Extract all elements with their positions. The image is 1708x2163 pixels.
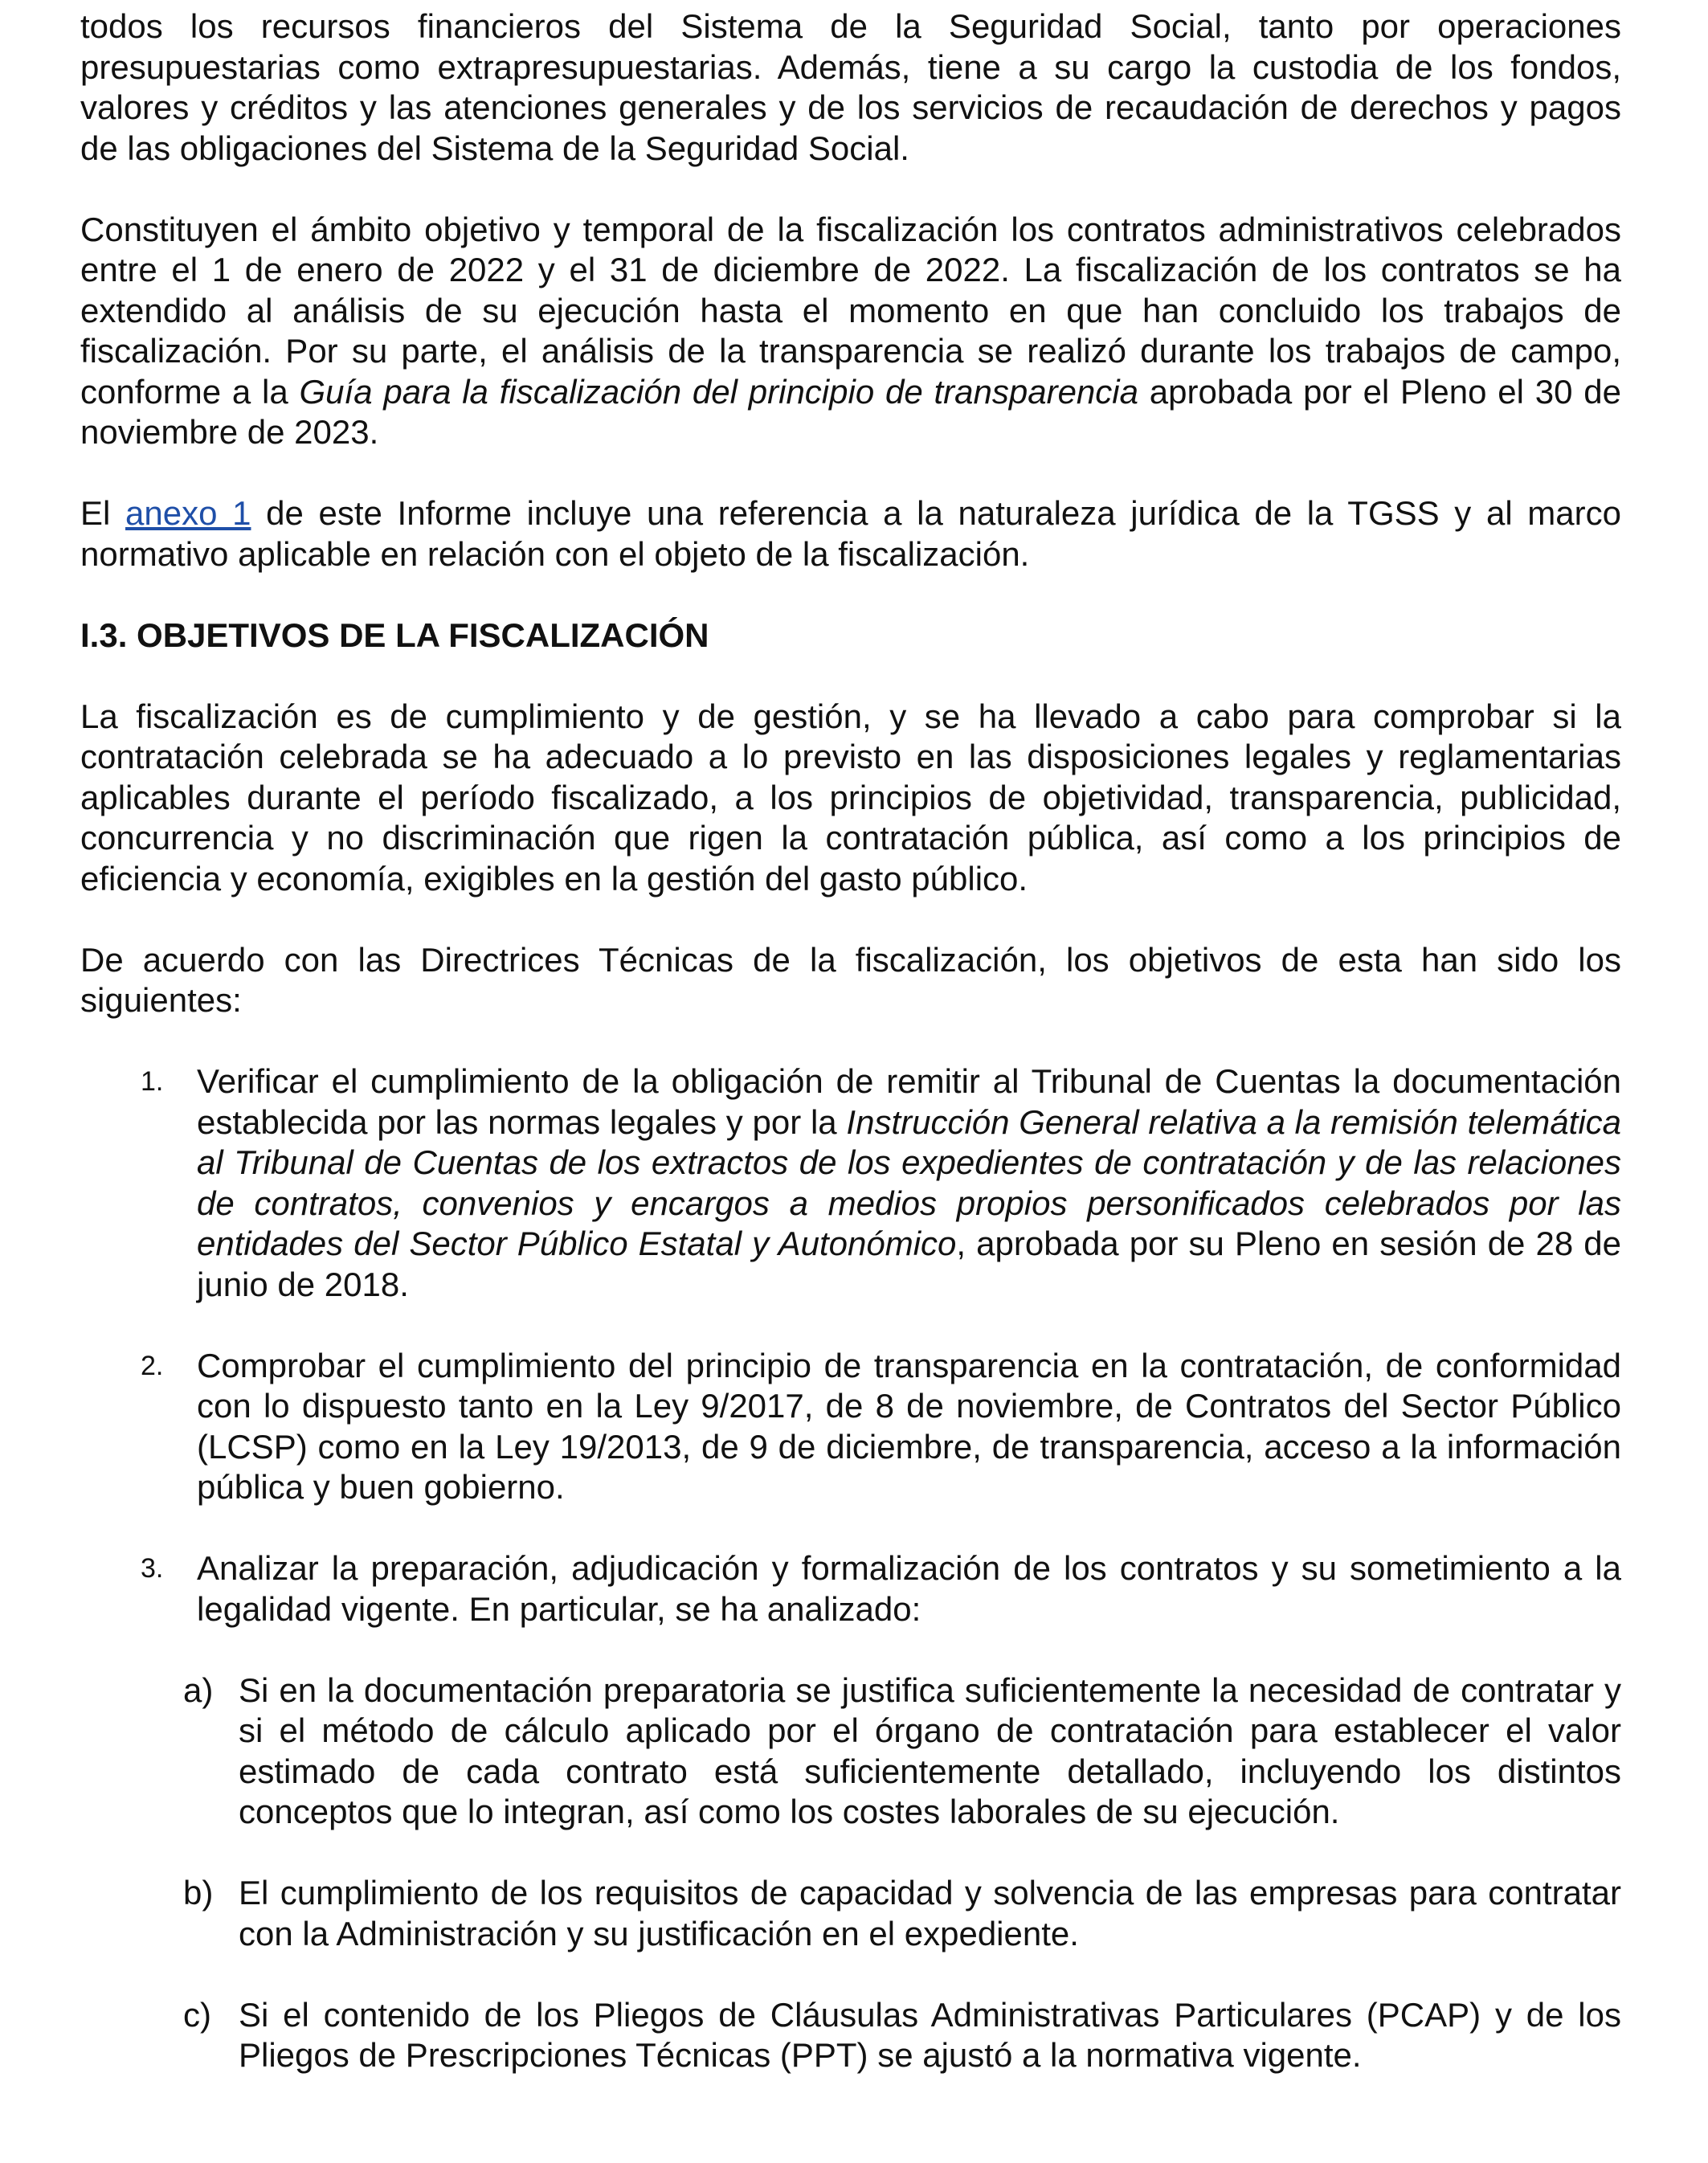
sub-item-text: El cumplimiento de los requisitos de capacidad y solvencia de las empresas para contratar con la Administración y su justificación en el expediente. bbox=[239, 1874, 1621, 1952]
document-page bbox=[80, 6, 1621, 2116]
list-item bbox=[80, 1873, 1621, 1954]
list-item bbox=[80, 1548, 1621, 1629]
list-number: 2. bbox=[141, 1350, 164, 1381]
list-item bbox=[80, 1995, 1621, 2076]
list-item bbox=[80, 1346, 1621, 1508]
objective-text-end: , aprobada por su Pleno en sesión de 28 de junio de 2018. bbox=[197, 1225, 1621, 1303]
paragraph-ambito-end: aprobada por el Pleno el 30 de noviembre de 2023. bbox=[80, 372, 1621, 451]
list-number: 3. bbox=[141, 1553, 164, 1584]
guia-title: Guía para la fiscalización del principio de transparencia bbox=[299, 372, 1138, 411]
analysis-sublist bbox=[80, 1670, 1621, 2076]
paragraph-cumplimiento: La fiscalización es de cumplimiento y de gestión, y se ha llevado a cabo para comprobar si la contratación celebrada se ha adecuado a lo previsto en las disposiciones legales y reglamentarias aplicables durante el período fiscalizado, a los principios de objetividad, transparencia, publicidad, concurrencia y no discriminación que rigen la contratación pública, así como a los principios de eficiencia y economía, exigibles en la gestión del gasto público. bbox=[80, 697, 1621, 898]
objective-text: Analizar la preparación, adjudicación y formalización de los contratos y su sometimiento a la legalidad vigente. En particular, se ha analizado: bbox=[197, 1549, 1621, 1628]
paragraph-directrices: De acuerdo con las Directrices Técnicas de la fiscalización, los objetivos de esta han sido los siguientes: bbox=[80, 940, 1621, 1019]
instruccion-title: Instrucción General relativa a la remisión telemática al Tribunal de Cuentas de los extractos de los expedientes de contratación y de las relaciones de contratos, convenios y encargos a medios propios personificados celebrados por las entidades del Sector Público Estatal y Autonómico bbox=[197, 1102, 1622, 1262]
paragraph-anexo bbox=[80, 493, 1621, 574]
list-item bbox=[80, 1061, 1621, 1305]
paragraph-anexo-start: El bbox=[80, 494, 126, 532]
paragraph-ambito-text: Constituyen el ámbito objetivo y temporal de la fiscalización los contratos administrativos celebrados entre el 1 de enero de 2022 y el 31 de diciembre de 2022. La fiscalización de los contratos se ha extendido al análisis de su ejecución hasta el momento en que han concluido los trabajos de fiscalización. Por su parte, el análisis de la transparencia se realizó durante los trabajos de campo, conforme a la bbox=[80, 210, 1621, 411]
anexo-link[interactable]: anexo 1 bbox=[125, 494, 251, 532]
objectives-list bbox=[80, 1061, 1621, 1629]
sub-letter: c) bbox=[183, 1995, 211, 2034]
list-number: 1. bbox=[141, 1066, 164, 1097]
paragraph-ambito bbox=[80, 210, 1621, 453]
list-item bbox=[80, 1670, 1621, 1833]
objective-text: Verificar el cumplimiento de la obligación de remitir al Tribunal de Cuentas la documentación establecida por las normas legales y por la bbox=[197, 1062, 1621, 1141]
sub-letter: a) bbox=[183, 1670, 214, 1709]
sub-item-text: Si el contenido de los Pliegos de Cláusulas Administrativas Particulares (PCAP) y de los Pliegos de Prescripciones Técnicas (PPT) se ajustó a la normativa vigente. bbox=[239, 1995, 1621, 2074]
paragraph-recursos: todos los recursos financieros del Sistema de la Seguridad Social, tanto por operaciones presupuestarias como extrapresupuestarias. Además, tiene a su cargo la custodia de los fondos, valores y créditos y las atenciones generales y de los servicios de recaudación de derechos y pagos de las obligaciones del Sistema de la Seguridad Social. bbox=[80, 7, 1621, 167]
paragraph-anexo-end: de este Informe incluye una referencia a la naturaleza jurídica de la TGSS y al marco normativo aplicable en relación con el objeto de la fiscalización. bbox=[80, 494, 1621, 573]
sub-item-text: Si en la documentación preparatoria se justifica suficientemente la necesidad de contratar y si el método de cálculo aplicado por el órgano de contratación para establecer el valor estimado de cada contrato está suficientemente detallado, incluyendo los distintos conceptos que lo integran, así como los costes laborales de su ejecución. bbox=[239, 1670, 1621, 1830]
objective-text: Comprobar el cumplimiento del principio de transparencia en la contratación, de conformidad con lo dispuesto tanto en la Ley 9/2017, de 8 de noviembre, de Contratos del Sector Público (LCSP) como en la Ley 19/2013, de 9 de diciembre, de transparencia, acceso a la información pública y buen gobierno. bbox=[197, 1346, 1621, 1506]
sub-letter: b) bbox=[183, 1874, 214, 1912]
section-heading: I.3. OBJETIVOS DE LA FISCALIZACIÓN bbox=[80, 615, 709, 654]
